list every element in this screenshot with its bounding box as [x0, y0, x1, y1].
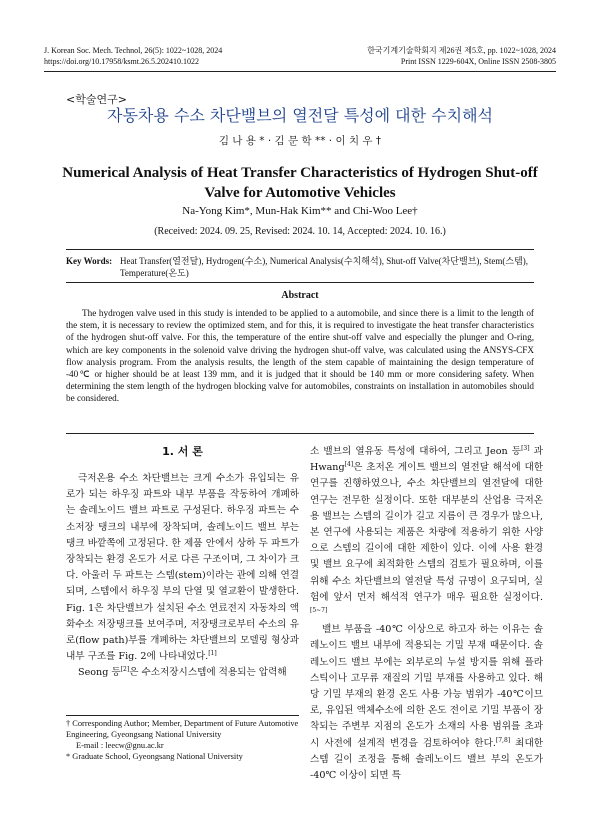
left-column — [66, 445, 299, 682]
abstract-text: The hydrogen valve used in this study is intended to be applied to a automobile, and since there is a limit to the length of the stem, it is necessary to review the optimized stem, and for this, it is required to investigate the heat transfer characteristics of the hydrogen shut-off valve. For this, the temperature of the entire shut-off valve and especially the plunger and O-ring, which are key components in the solenoid valve driving the hydrogen shut-off valve, was calculated using the ANSYS-CFX flow analysis program. From the analysis results, the length of the stem capable of maintaining the design temperature of -40℃ or higher should be at least 139 mm, and it is judged that it should be 140 mm or more considering safety. When determining the stem length of the hydrogen blocking valve for automobiles, constraints on installation in automobiles should be considered. — [66, 308, 534, 404]
issn: Print ISSN 1229-604X, Online ISSN 2508-3805 — [400, 57, 556, 66]
intro-paragraph-3: 소 밸브의 열유동 특성에 대하여, 그리고 Jeon 등[3] 과 Hwang[4]은 초저온 게이트 밸브의 열전달 해석에 대한 연구를 진행하였으나, 수소 차단밸브의 열전달에 대한 연구는 전무한 실정이다. 또한 대부분의 산업용 극저온용 밸브는 스템의 길이가 길고 지름이 큰 경우가 많으나, 본 연구에 사용되는 제품은 차량에 적용하기 위한 사양으로 스템의 길이에 대한 제한이 있다. 이에 사용 환경 및 밸브 요구에 최적화한 스템의 검토가 필요하며, 이를 위해 수소 차단밸브의 열전달 특성 규명이 요구되며, 실험에 앞서 먼저 해석적 연구가 매우 필요한 실정이다.[5~7] — [310, 444, 543, 614]
korean-authors: 김 나 용 * · 김 문 학 ** · 이 치 우 † — [218, 135, 382, 147]
english-title: Numerical Analysis of Heat Transfer Characteristics of Hydrogen Shut-off Valve for Automotive Vehicles — [62, 165, 538, 201]
footnote-rule — [66, 715, 299, 716]
english-authors: Na-Yong Kim*, Mun-Hak Kim** and Chi-Woo Lee† — [182, 205, 418, 217]
keywords-label: Key Words: — [66, 256, 113, 266]
citation: [4] — [344, 461, 354, 469]
keywords-value: Heat Transfer(열전달), Hydrogen(수소), Numerical Analysis(수치해석), Shut-off Valve(차단밸브), Stem(스템), Temperature(온도) — [120, 256, 529, 278]
footnotes — [66, 718, 302, 762]
section-heading: 1. 서 론 — [162, 445, 203, 458]
journal-citation-korean: 한국기계기술학회지 제26권 제5호, pp. 1022~1028, 2024 — [367, 46, 556, 55]
citation: [7,8] — [495, 736, 511, 744]
article-category: <학술연구> — [66, 93, 127, 106]
citation: [2] — [120, 666, 130, 674]
keywords-bottom-rule — [66, 282, 534, 283]
doi-link[interactable]: https://doi.org/10.17958/ksmt.26.5.202410.1022 — [44, 57, 199, 66]
intro-paragraph-2: Seong 등[2]은 수소저장시스템에 적용되는 압력해 — [78, 666, 287, 679]
received-dates: (Received: 2024. 09. 25, Revised: 2024. 10. 14, Accepted: 2024. 10. 16.) — [154, 226, 446, 237]
footnote-email: E-mail : leecw@gnu.ac.kr — [76, 741, 164, 750]
abstract-heading: Abstract — [281, 290, 319, 301]
abstract-bottom-rule — [66, 433, 534, 434]
intro-paragraph-1: 극저온용 수소 차단밸브는 크게 수소가 유입되는 유로가 되는 하우징 파트와 내부 부품을 작동하여 개폐하는 솔레노이드 밸브 파트로 구성된다. 하우징 파트는 수소저장 탱크의 내부에 장착되며, 솔레노이드 밸브 부는 탱크 바깥쪽에 고정된다. 한 제품 안에서 상하 두 파트가 장착되는 환경 온도가 서로 다른 구조이며, 그 차이가 크다. 아울러 두 파트는 스템(stem)이라는 관에 의해 연결되며, 스템에서 하우징 부의 단열 및 열교환이 발생한다. Fig. 1은 차단밸브가 설치된 수소 연료전지 자동차의 액화수소 저장탱크를 보여주며, 저장탱크로부터 수소의 유로(flow path)부를 개폐하는 차단밸브의 모델링 형상과 내부 구조를 Fig. 2에 나타내었다.[1] — [66, 473, 299, 663]
keywords — [66, 255, 534, 279]
intro-paragraph-4: 밸브 부품을 -40℃ 이상으로 하고자 하는 이유는 솔레노이드 밸브 내부에 적용되는 기밀 부재 때문이다. 솔레노이드 밸브 부에는 외부로의 누설 방지를 위해 플라스틱이나 고무류 재질의 기밀 부재를 사용하고 있다. 해당 기밀 부재의 환경 온도 사용 가능 범위가 -40℃이므로, 유입된 액체수소에 의한 온도 전이로 기밀 부품이 장착되는 주변부 지점의 온도가 소재의 사용 범위를 초과 시 사전에 설계적 변경을 검토하여야 한다.[7,8] 최대한 스템 길이 조정을 통해 솔레노이드 밸브 부의 온도가 -40℃ 이상이 되면 특 — [310, 624, 543, 782]
citation: [5~7] — [310, 606, 328, 614]
citation: [3] — [521, 444, 530, 452]
footnote-graduate: * Graduate School, Gyeongsang National University — [66, 752, 243, 761]
footnote-corresponding: † Corresponding Author; Member, Department of Future Automotive Engineering, Gyeongsang National University — [66, 719, 299, 739]
header-rule — [44, 71, 556, 72]
right-column — [310, 444, 543, 784]
korean-title: 자동차용 수소 차단밸브의 열전달 특성에 대한 수치해석 — [106, 106, 493, 125]
keywords-top-rule — [66, 249, 534, 250]
citation: [1] — [208, 650, 217, 658]
journal-citation: J. Korean Soc. Mech. Technol, 26(5): 1022~1028, 2024 — [44, 46, 223, 55]
